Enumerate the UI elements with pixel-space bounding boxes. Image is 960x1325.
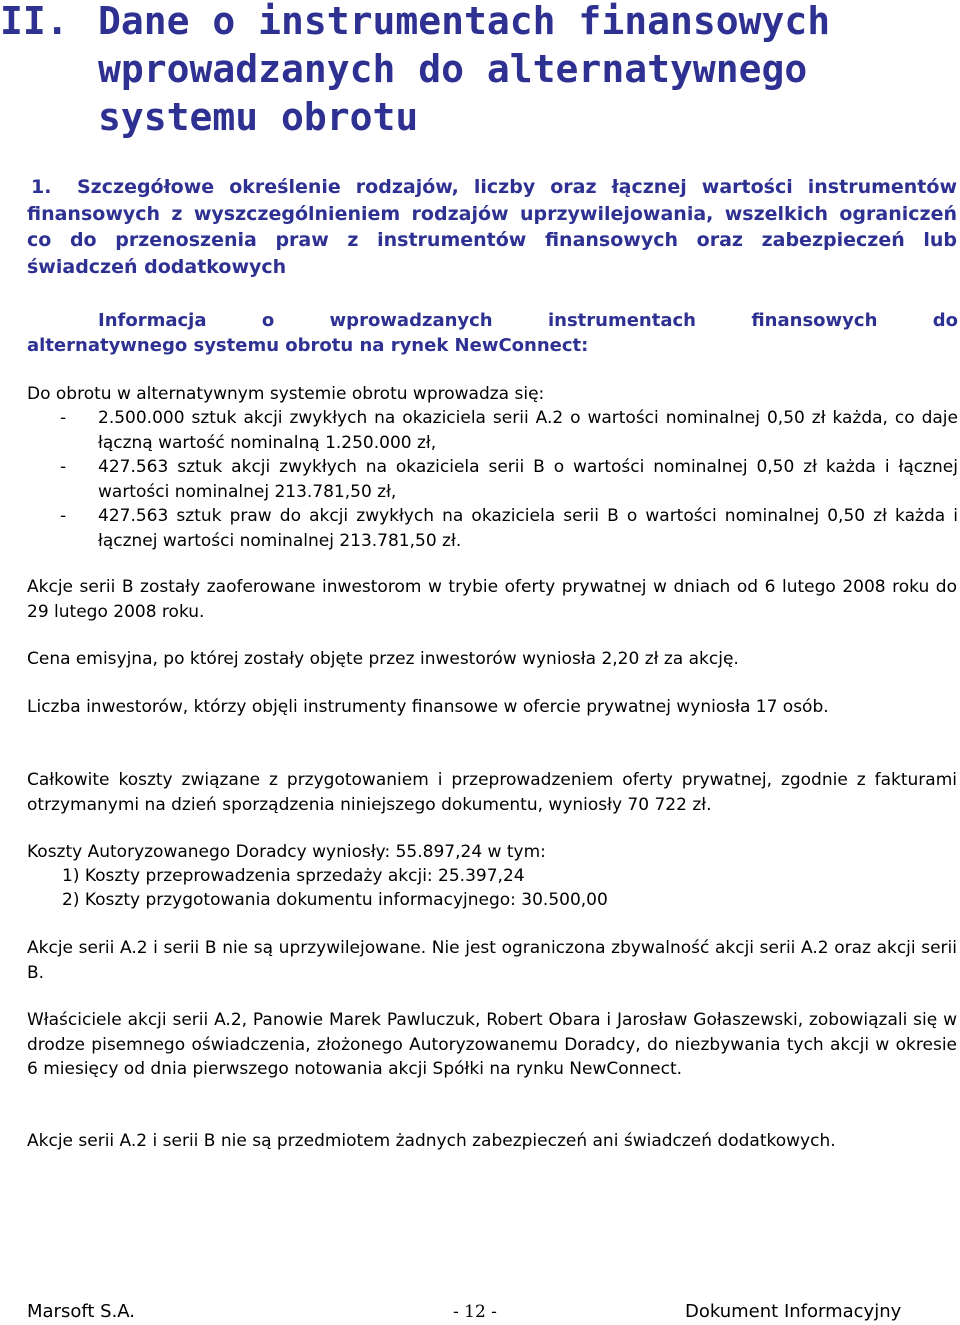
bullet-dash: - bbox=[60, 457, 67, 477]
bullet-dash: - bbox=[60, 506, 67, 526]
section-number: II. bbox=[0, 0, 69, 43]
paragraph-no-collateral: Akcje serii A.2 i serii B nie są przedmiotem żadnych zabezpieczeń ani świadczeń dodatkowych. bbox=[27, 1131, 836, 1151]
paragraph-issue-price: Cena emisyjna, po której zostały objęte przez inwestorów wyniosła 2,20 zł za akcję. bbox=[27, 649, 739, 669]
paragraph-total-costs: Całkowite koszty związane z przygotowaniem i przeprowadzeniem oferty prywatnej, zgodnie z fakturami otrzymanymi na dzień sporządzenia niniejszego dokumentu, wyniosły 70 722 zł. bbox=[27, 770, 957, 815]
cost-item: 1) Koszty przeprowadzenia sprzedaży akcji: 25.397,24 bbox=[62, 866, 525, 886]
paragraph-advisor-costs: Koszty Autoryzowanego Doradcy wyniosły: 55.897,24 w tym: bbox=[27, 842, 546, 862]
footer-company: Marsoft S.A. bbox=[27, 1301, 136, 1322]
paragraph-privileges: Akcje serii A.2 i serii B nie są uprzywilejowane. Nie jest ograniczona zbywalność akcji serii A.2 oraz akcji serii B. bbox=[27, 938, 957, 983]
cost-item: 2) Koszty przygotowania dokumentu informacyjnego: 30.500,00 bbox=[62, 890, 608, 910]
info-heading-line-2: alternatywnego systemu obrotu na rynek NewConnect: bbox=[27, 335, 589, 356]
section-title-line-3: systemu obrotu bbox=[98, 95, 419, 139]
paragraph-investor-count: Liczba inwestorów, którzy objęli instrumenty finansowe w ofercie prywatnej wyniosła 17 osób. bbox=[27, 697, 829, 717]
bullet-dash: - bbox=[60, 408, 67, 428]
page-number: - 12 - bbox=[453, 1302, 497, 1322]
section-title-line-2: wprowadzanych do alternatywnego bbox=[98, 47, 808, 91]
paragraph-offer-dates: Akcje serii B zostały zaoferowane inwestorom w trybie oferty prywatnej w dniach od 6 lutego 2008 roku do 29 lutego 2008 roku. bbox=[27, 577, 957, 622]
bullet-item: 427.563 sztuk praw do akcji zwykłych na okaziciela serii B o wartości nominalnej 0,50 zł każda i łącznej wartości nominalnej 213.781,50 zł. bbox=[98, 506, 958, 551]
bullet-item: 2.500.000 sztuk akcji zwykłych na okaziciela serii A.2 o wartości nominalnej 0,50 zł każda, co daje łączną wartość nominalną 1.250.000 zł, bbox=[98, 408, 958, 453]
info-heading-line-1: Informacja o wprowadzanych instrumentach finansowych do bbox=[98, 310, 958, 331]
subsection-title: Szczegółowe określenie rodzajów, liczby oraz łącznej wartości instrumentów finansowych z wyszczególnieniem rodzajów uprzywilejowania, wszelkich ograniczeń co do przenoszenia praw z instrumentów finansowych oraz zabezpieczeń lub świadczeń dodatkowych bbox=[27, 176, 957, 278]
subsection-number: 1. bbox=[31, 176, 52, 198]
intro-text: Do obrotu w alternatywnym systemie obrotu wprowadza się: bbox=[27, 384, 545, 404]
section-title-line-1: Dane o instrumentach finansowych bbox=[98, 0, 831, 43]
subsection-heading bbox=[27, 174, 957, 280]
bullet-item: 427.563 sztuk akcji zwykłych na okaziciela serii B o wartości nominalnej 0,50 zł każda i łącznej wartości nominalnej 213.781,50 zł, bbox=[98, 457, 958, 502]
footer-document-name: Dokument Informacyjny bbox=[685, 1301, 902, 1322]
paragraph-lockup: Właściciele akcji serii A.2, Panowie Marek Pawluczuk, Robert Obara i Jarosław Gołaszewski, zobowiązali się w drodze pisemnego oświadczenia, złożonego Autoryzowanemu Doradcy, do niezbywania tych akcji w okresie 6 miesięcy od dnia pierwszego notowania akcji Spółki na rynku NewConnect. bbox=[27, 1010, 957, 1079]
